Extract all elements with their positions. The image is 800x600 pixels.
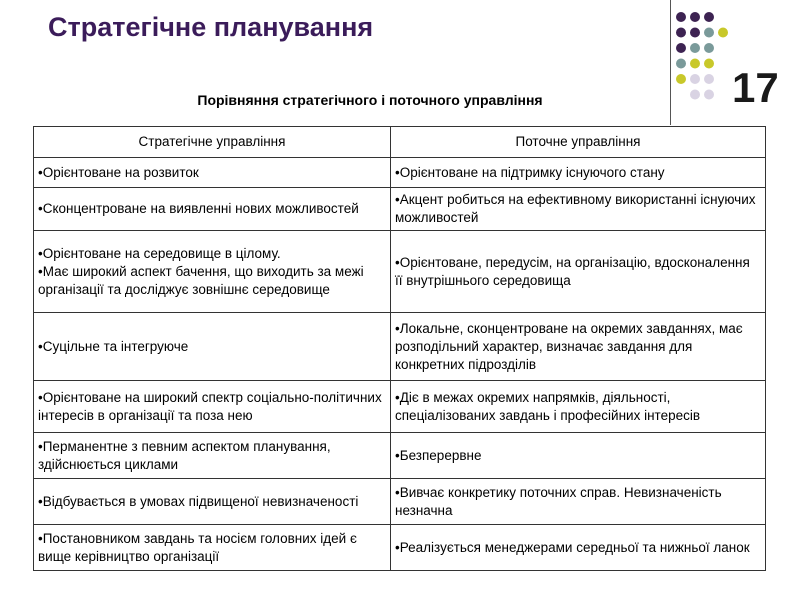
table-row [34, 313, 766, 381]
table-row [34, 525, 766, 571]
table-row [34, 231, 766, 313]
cell-operational [391, 158, 766, 188]
cell-text: •Безперервне [395, 447, 482, 463]
cell-text: •Акцент робиться на ефективному використанні існуючих можливостей [395, 192, 756, 225]
cell-operational [391, 231, 766, 313]
cell-text: •Локальне, сконцентроване на окремих завданнях, має розподільний характер, визначає завдання для конкретних підрозділів [395, 320, 743, 372]
cell-text: •Перманентне з певним аспектом планування, здійснюється циклами [38, 438, 331, 472]
cell-strategic [34, 433, 391, 479]
cell-text: •Вивчає конкретику поточних справ. Невизначеність незначна [395, 484, 722, 518]
decorative-dot [704, 28, 714, 38]
cell-text: •Орієнтоване, передусім, на організацію, вдосконалення її внутрішнього середовища [395, 254, 750, 288]
decorative-dot [676, 12, 686, 22]
cell-strategic [34, 313, 391, 381]
table-row [34, 433, 766, 479]
decorative-dot [676, 28, 686, 38]
cell-text: •Має широкий аспект бачення, що виходить за межі організації та досліджує зовнішнє середовище [38, 263, 364, 297]
cell-strategic [34, 231, 391, 313]
decorative-dot [690, 59, 700, 69]
cell-strategic [34, 525, 391, 571]
cell-text: •Постановником завдань та носієм головних ідей є вище керівництво організації [38, 530, 357, 564]
decorative-dot [690, 28, 700, 38]
decorative-dot [704, 12, 714, 22]
cell-strategic [34, 381, 391, 433]
decorative-dot [704, 59, 714, 69]
cell-strategic [34, 479, 391, 525]
cell-text: •Орієнтоване на підтримку існуючого стану [395, 164, 665, 180]
header-operational: Поточне управління [391, 127, 766, 158]
cell-operational [391, 433, 766, 479]
decorative-dot [676, 74, 686, 84]
cell-text: •Орієнтоване на розвиток [38, 164, 199, 180]
cell-operational [391, 313, 766, 381]
header-strategic: Стратегічне управління [34, 127, 391, 158]
cell-text: •Реалізується менеджерами середньої та нижньої ланок [395, 539, 750, 555]
decorative-dot [676, 59, 686, 69]
comparison-table [33, 126, 766, 571]
table-row [34, 479, 766, 525]
table-row [34, 188, 766, 231]
table-caption: Порівняння стратегічного і поточного управління [197, 92, 543, 108]
table-row [34, 381, 766, 433]
cell-text: •Сконцентроване на виявленні нових можливостей [38, 201, 359, 216]
cell-text: •Діє в межах окремих напрямків, діяльності, спеціалізованих завдань і професійних інтересів [395, 389, 701, 423]
decorative-dot [704, 43, 714, 53]
cell-operational [391, 479, 766, 525]
cell-text: •Відбувається в умовах підвищеної невизначеності [38, 493, 359, 509]
decorative-dot [690, 43, 700, 53]
slide-title: Стратегічне планування [48, 12, 374, 42]
cell-operational [391, 188, 766, 231]
cell-operational [391, 525, 766, 571]
table-row [34, 158, 766, 188]
slide-number: 17 [732, 64, 779, 111]
decorative-dot [704, 74, 714, 84]
cell-operational [391, 381, 766, 433]
cell-strategic [34, 188, 391, 231]
cell-text: •Суцільне та інтегруюче [38, 338, 189, 354]
cell-strategic [34, 158, 391, 188]
decorative-dot [718, 28, 728, 38]
decorative-dot [690, 12, 700, 22]
decorative-dot [690, 74, 700, 84]
table-header-row [34, 127, 766, 158]
cell-text: •Орієнтоване на широкий спектр соціально-політичних інтересів в організації та поза нею [38, 389, 382, 423]
decorative-dot [676, 43, 686, 53]
cell-text: •Орієнтоване на середовище в цілому. [38, 245, 281, 261]
